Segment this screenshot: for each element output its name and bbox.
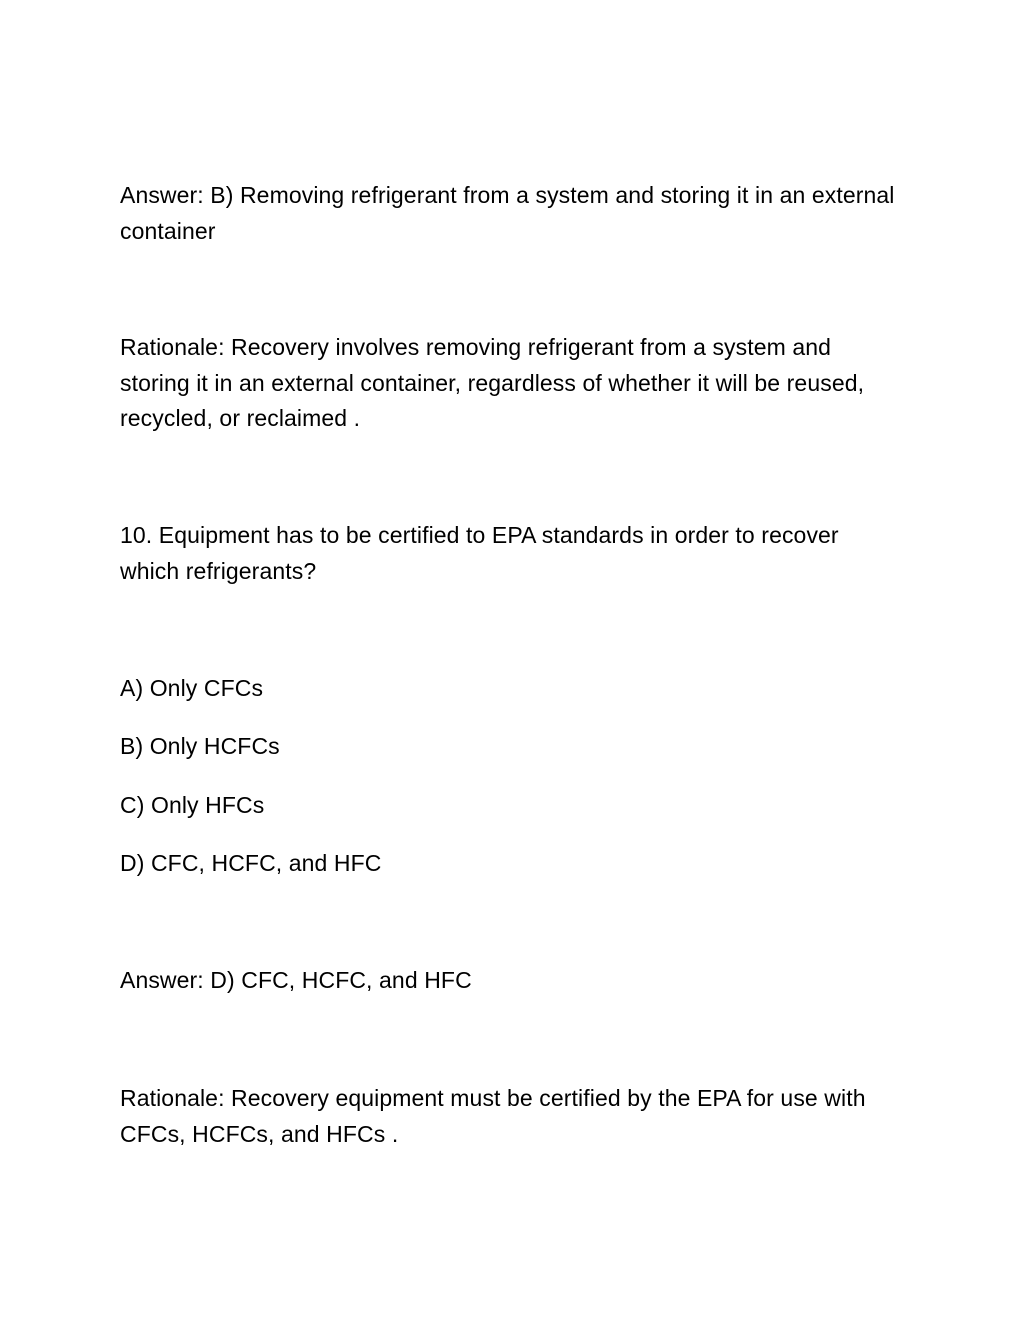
option-b: B) Only HCFCs	[120, 733, 280, 759]
option-c: C) Only HFCs	[120, 792, 265, 818]
option-a: A) Only CFCs	[120, 675, 264, 701]
previous-answer-text: Answer: B) Removing refrigerant from a system and storing it in an external container	[120, 182, 895, 244]
question-text: 10. Equipment has to be certified to EPA standards in order to recover which refrigerants?	[120, 522, 839, 584]
answer-text: Answer: D) CFC, HCFC, and HFC	[120, 967, 472, 993]
rationale-text: Rationale: Recovery equipment must be certified by the EPA for use with CFCs, HCFCs, and HFCs .	[120, 1085, 866, 1147]
option-d: D) CFC, HCFC, and HFC	[120, 850, 382, 876]
previous-rationale-text: Rationale: Recovery involves removing refrigerant from a system and storing it in an external container, regardless of whether it will be reused, recycled, or reclaimed .	[120, 334, 865, 431]
